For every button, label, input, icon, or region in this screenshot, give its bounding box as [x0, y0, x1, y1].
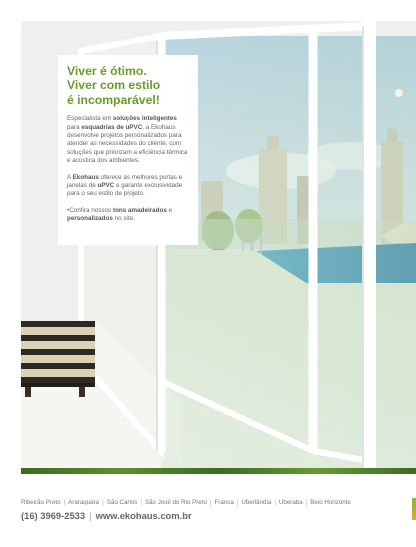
phone-number[interactable]: (16) 3969-2533 — [21, 510, 86, 521]
grass-strip — [21, 468, 416, 474]
headline-line-1: Viver é ótimo. — [67, 64, 147, 78]
intro-paragraph: Especialista em soluções inteligentes para esquadrias de uPVC, a Ekohaus desenvolve projetos personalizados para atender as necessidades do cliente, com soluções que priorizam a eficiência térmica e acústica dos ambientes. — [67, 115, 188, 165]
site-paragraph: •Confira nossos tons amadeirados e personalizados no site. — [67, 206, 173, 223]
ceiling-light-icon — [395, 89, 403, 97]
headline-line-3: é incomparável! — [67, 92, 160, 107]
striped-ottoman — [21, 321, 95, 397]
city: Uberlândia — [241, 499, 272, 506]
headline-line-2: Viver com estilo — [67, 78, 161, 93]
offer-paragraph: A Ekohaus oferece as melhores portas e janelas de uPVC e garante exclusividade para o seu estilo de projeto. — [67, 173, 183, 198]
footer-contact: (16) 3969-2533 | www.ekohaus.com.br — [21, 510, 192, 521]
footer-cities: Ribeirão Preto | Araraquara | São Carlos | São José do Rio Preto | Franca | Uberlândia | Uberaba | Belo Horizonte — [21, 499, 351, 506]
city: Belo Horizonte — [310, 499, 351, 506]
intro-text-panel — [58, 55, 198, 245]
city: Franca — [214, 499, 234, 506]
city: Ribeirão Preto — [21, 499, 61, 506]
city: Araraquara — [68, 499, 100, 506]
city: São José do Rio Preto — [144, 499, 207, 506]
city: Uberaba — [278, 499, 303, 506]
website-link[interactable]: www.ekohaus.com.br — [95, 510, 192, 521]
headline — [67, 64, 190, 107]
brand-side-mark — [412, 498, 416, 520]
city: São Carlos — [106, 499, 138, 506]
